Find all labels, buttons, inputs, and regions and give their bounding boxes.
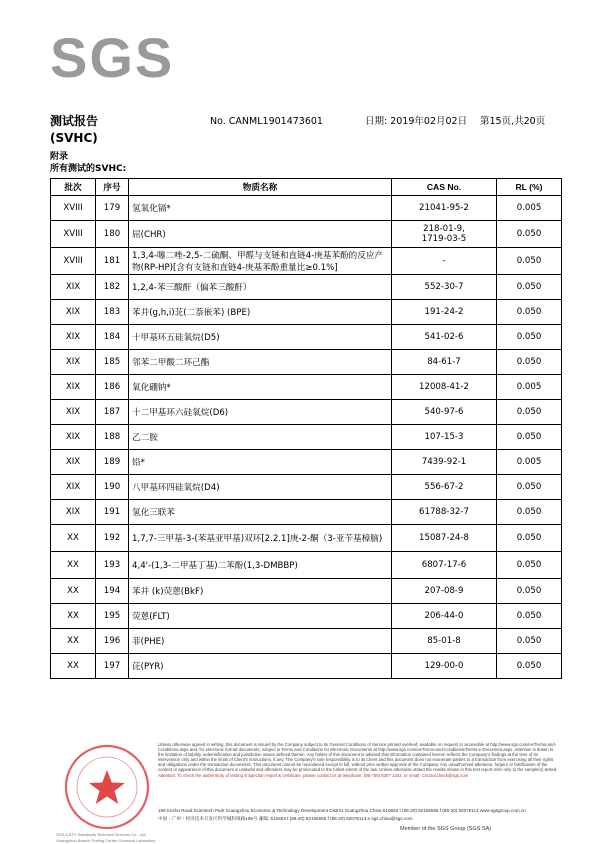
table-row — [51, 654, 562, 679]
table-row — [51, 579, 562, 604]
section-label: 附录 — [50, 152, 69, 162]
cas-cell: 206-44-0 — [392, 604, 497, 629]
table-row — [51, 350, 562, 375]
substance-cell: 氧化硼钠* — [129, 375, 392, 400]
number-cell: 189 — [96, 450, 129, 475]
number-cell: 188 — [96, 425, 129, 450]
rl-cell: 0.050 — [497, 325, 562, 350]
substance-cell: 十甲基环五硅氧烷(D5) — [129, 325, 392, 350]
batch-cell: XIX — [51, 425, 96, 450]
table-row — [51, 325, 562, 350]
rl-cell: 0.050 — [497, 400, 562, 425]
table-row — [51, 604, 562, 629]
substance-cell: 荧蒽(FLT) — [129, 604, 392, 629]
sgs-logo: SGS — [50, 26, 175, 89]
section-subtitle: 所有测试的SVHC: — [50, 164, 127, 174]
rl-cell: 0.050 — [497, 500, 562, 525]
table-row — [51, 450, 562, 475]
table-row — [51, 221, 562, 248]
cas-cell: 15087-24-8 — [392, 525, 497, 552]
report-number: No. CANML1901473601 — [210, 116, 323, 127]
cas-cell: 61788-32-7 — [392, 500, 497, 525]
table-row — [51, 196, 562, 221]
substance-cell: 苯并 (k)荧蒽(BkF) — [129, 579, 392, 604]
number-cell: 184 — [96, 325, 129, 350]
number-cell: 197 — [96, 654, 129, 679]
number-cell: 185 — [96, 350, 129, 375]
number-cell: 193 — [96, 552, 129, 579]
table-row — [51, 375, 562, 400]
header-substance: 物质名称 — [129, 179, 392, 196]
rl-cell: 0.005 — [497, 375, 562, 400]
cas-cell: 218-01-9, 1719-03-5 — [392, 221, 497, 248]
cas-cell: 540-97-6 — [392, 400, 497, 425]
member-text: Member of the SGS Group (SGS SA) — [400, 826, 492, 832]
number-cell: 194 — [96, 579, 129, 604]
substance-cell: 屈(CHR) — [129, 221, 392, 248]
substance-cell: 乙二胺 — [129, 425, 392, 450]
address-chinese: 中国・广州・经济技术开发区科学城科珠路198号 邮编: 510663 t (86-20) 82155555 f (86-20) 82075113 e sgs.china@sgs.com — [158, 816, 413, 821]
table-header-row — [51, 179, 562, 196]
seal-caption-2: Guangzhou Branch Testing Center Chemical Laboratory — [56, 838, 156, 843]
batch-cell: XIX — [51, 350, 96, 375]
cas-cell: 107-15-3 — [392, 425, 497, 450]
number-cell: 192 — [96, 525, 129, 552]
header-no: 序号 — [96, 179, 129, 196]
substance-cell: 邻苯二甲酸二环己酯 — [129, 350, 392, 375]
table-row — [51, 552, 562, 579]
header-cas: CAS No. — [392, 179, 497, 196]
batch-cell: XVIII — [51, 221, 96, 248]
rl-cell: 0.050 — [497, 248, 562, 275]
cas-cell: 191-24-2 — [392, 300, 497, 325]
report-subtitle: (SVHC) — [50, 131, 98, 145]
substance-cell: 4,4'-(1,3-二甲基丁基)二苯酚(1,3-DMBBP) — [129, 552, 392, 579]
substance-cell: 氢氧化镉* — [129, 196, 392, 221]
cas-cell: 12008-41-2 — [392, 375, 497, 400]
number-cell: 190 — [96, 475, 129, 500]
number-cell: 180 — [96, 221, 129, 248]
page-number: 第15页,共20页 — [480, 116, 546, 127]
substance-cell: 芘(PYR) — [129, 654, 392, 679]
cas-cell: 21041-95-2 — [392, 196, 497, 221]
batch-cell: XX — [51, 604, 96, 629]
cas-cell: 85-01-8 — [392, 629, 497, 654]
rl-cell: 0.005 — [497, 196, 562, 221]
seal-caption: SGS-CSTC Standards Technical Services Co., Ltd. — [56, 832, 147, 837]
batch-cell: XIX — [51, 325, 96, 350]
table-row — [51, 525, 562, 552]
number-cell: 195 — [96, 604, 129, 629]
rl-cell: 0.050 — [497, 604, 562, 629]
rl-cell: 0.050 — [497, 221, 562, 248]
cas-cell: 552-30-7 — [392, 275, 497, 300]
batch-cell: XX — [51, 525, 96, 552]
table-row — [51, 400, 562, 425]
substance-cell: 苯并(g,h,i)苝(二萘嵌苯) (BPE) — [129, 300, 392, 325]
batch-cell: XIX — [51, 475, 96, 500]
cas-cell: 207-08-9 — [392, 579, 497, 604]
cas-cell: 7439-92-1 — [392, 450, 497, 475]
batch-cell: XVIII — [51, 248, 96, 275]
batch-cell: XIX — [51, 450, 96, 475]
sgs-seal — [62, 742, 152, 836]
table-row — [51, 248, 562, 275]
header-batch: 批次 — [51, 179, 96, 196]
substance-cell: 1,3,4-噻二唑-2,5-二硫酮、甲醛与支链和直链4-庚基苯酚的反应产物(RP-HP)[含有支链和直链4-庚基苯酚重量比≥0.1%] — [129, 248, 392, 275]
batch-cell: XIX — [51, 300, 96, 325]
footer-disclaimer — [158, 742, 558, 778]
number-cell: 182 — [96, 275, 129, 300]
batch-cell: XX — [51, 629, 96, 654]
batch-cell: XIX — [51, 375, 96, 400]
report-date: 日期: 2019年02月02日 — [365, 116, 468, 127]
substance-cell: 铅* — [129, 450, 392, 475]
substance-cell: 氢化三联苯 — [129, 500, 392, 525]
number-cell: 191 — [96, 500, 129, 525]
rl-cell: 0.050 — [497, 275, 562, 300]
batch-cell: XIX — [51, 275, 96, 300]
table-row — [51, 275, 562, 300]
batch-cell: XX — [51, 579, 96, 604]
cas-cell: 541-02-6 — [392, 325, 497, 350]
batch-cell: XX — [51, 654, 96, 679]
report-title: 测试报告 — [50, 114, 99, 128]
rl-cell: 0.050 — [497, 654, 562, 679]
disclaimer-text: Unless otherwise agreed in writing, this document is issued by the Company subject to its General Conditions of Service printed overleaf, available on request or accessible at http://www.sgs.com/en/Terms-and-Conditions.aspx and, for electronic format documents, subject to Terms and Conditions for Electronic Documents at http://www.sgs.com/en/Terms-and-Conditions/Terms-e-Document.aspx. Attention is drawn to the limitation of liability, indemnification and jurisdiction issues defined therein. Any holder of this document is advised that information contained hereon reflects the Company's findings at the time of its intervention only and within the limits of Client's instructions, if any. The Company's sole responsibility is to its Client and this document does not exonerate parties to a transaction from exercising all their rights and obligations under the transaction documents. This document cannot be reproduced except in full, without prior written approval of the Company. Any unauthorized alteration, forgery or falsification of the content or appearance of this document is unlawful and offenders may be prosecuted to the fullest extent of the law. Unless otherwise stated the results shown in this test report refer only to the sample(s) tested. — [158, 742, 558, 773]
batch-cell: XVIII — [51, 196, 96, 221]
batch-cell: XIX — [51, 400, 96, 425]
substance-cell: 十二甲基环六硅氧烷(D6) — [129, 400, 392, 425]
table-row — [51, 425, 562, 450]
cas-cell: 6807-17-6 — [392, 552, 497, 579]
table-row — [51, 300, 562, 325]
table-body — [51, 196, 562, 679]
rl-cell: 0.050 — [497, 579, 562, 604]
table-row — [51, 629, 562, 654]
number-cell: 187 — [96, 400, 129, 425]
number-cell: 181 — [96, 248, 129, 275]
substance-cell: 1,2,4-苯三酸酐（偏苯三酸酐） — [129, 275, 392, 300]
header-rl: RL (%) — [497, 179, 562, 196]
rl-cell: 0.005 — [497, 450, 562, 475]
cas-cell: - — [392, 248, 497, 275]
number-cell: 196 — [96, 629, 129, 654]
rl-cell: 0.050 — [497, 552, 562, 579]
cas-cell: 129-00-0 — [392, 654, 497, 679]
table-row — [51, 500, 562, 525]
attention-text: Attention: To check the authenticity of testing /inspection report & certificate, please contact us at telephone: (86-755) 8307 1443, or email: CN.Doccheck@sgs.com — [158, 772, 469, 778]
substance-cell: 1,7,7-三甲基-3-(苯基亚甲基)双环[2.2.1]庚-2-酮（3-亚苄基樟脑) — [129, 525, 392, 552]
batch-cell: XIX — [51, 500, 96, 525]
rl-cell: 0.050 — [497, 475, 562, 500]
cas-cell: 556-67-2 — [392, 475, 497, 500]
substance-cell: 八甲基环四硅氧烷(D4) — [129, 475, 392, 500]
rl-cell: 0.050 — [497, 425, 562, 450]
number-cell: 183 — [96, 300, 129, 325]
batch-cell: XX — [51, 552, 96, 579]
cas-cell: 84-61-7 — [392, 350, 497, 375]
rl-cell: 0.050 — [497, 350, 562, 375]
number-cell: 186 — [96, 375, 129, 400]
rl-cell: 0.050 — [497, 629, 562, 654]
seal-stamp-icon — [62, 742, 152, 832]
substance-cell: 菲(PHE) — [129, 629, 392, 654]
number-cell: 179 — [96, 196, 129, 221]
table-row — [51, 475, 562, 500]
svhc-table — [50, 178, 562, 679]
rl-cell: 0.050 — [497, 525, 562, 552]
rl-cell: 0.050 — [497, 300, 562, 325]
address-english: 198 Kezhu Road,Scientech Park Guangzhou Economic & Technology Development District,Guangzhou,China 510663 t (86-20) 82155555 f (86-20) 82075113 www.sgsgroup.com.cn — [158, 808, 526, 813]
